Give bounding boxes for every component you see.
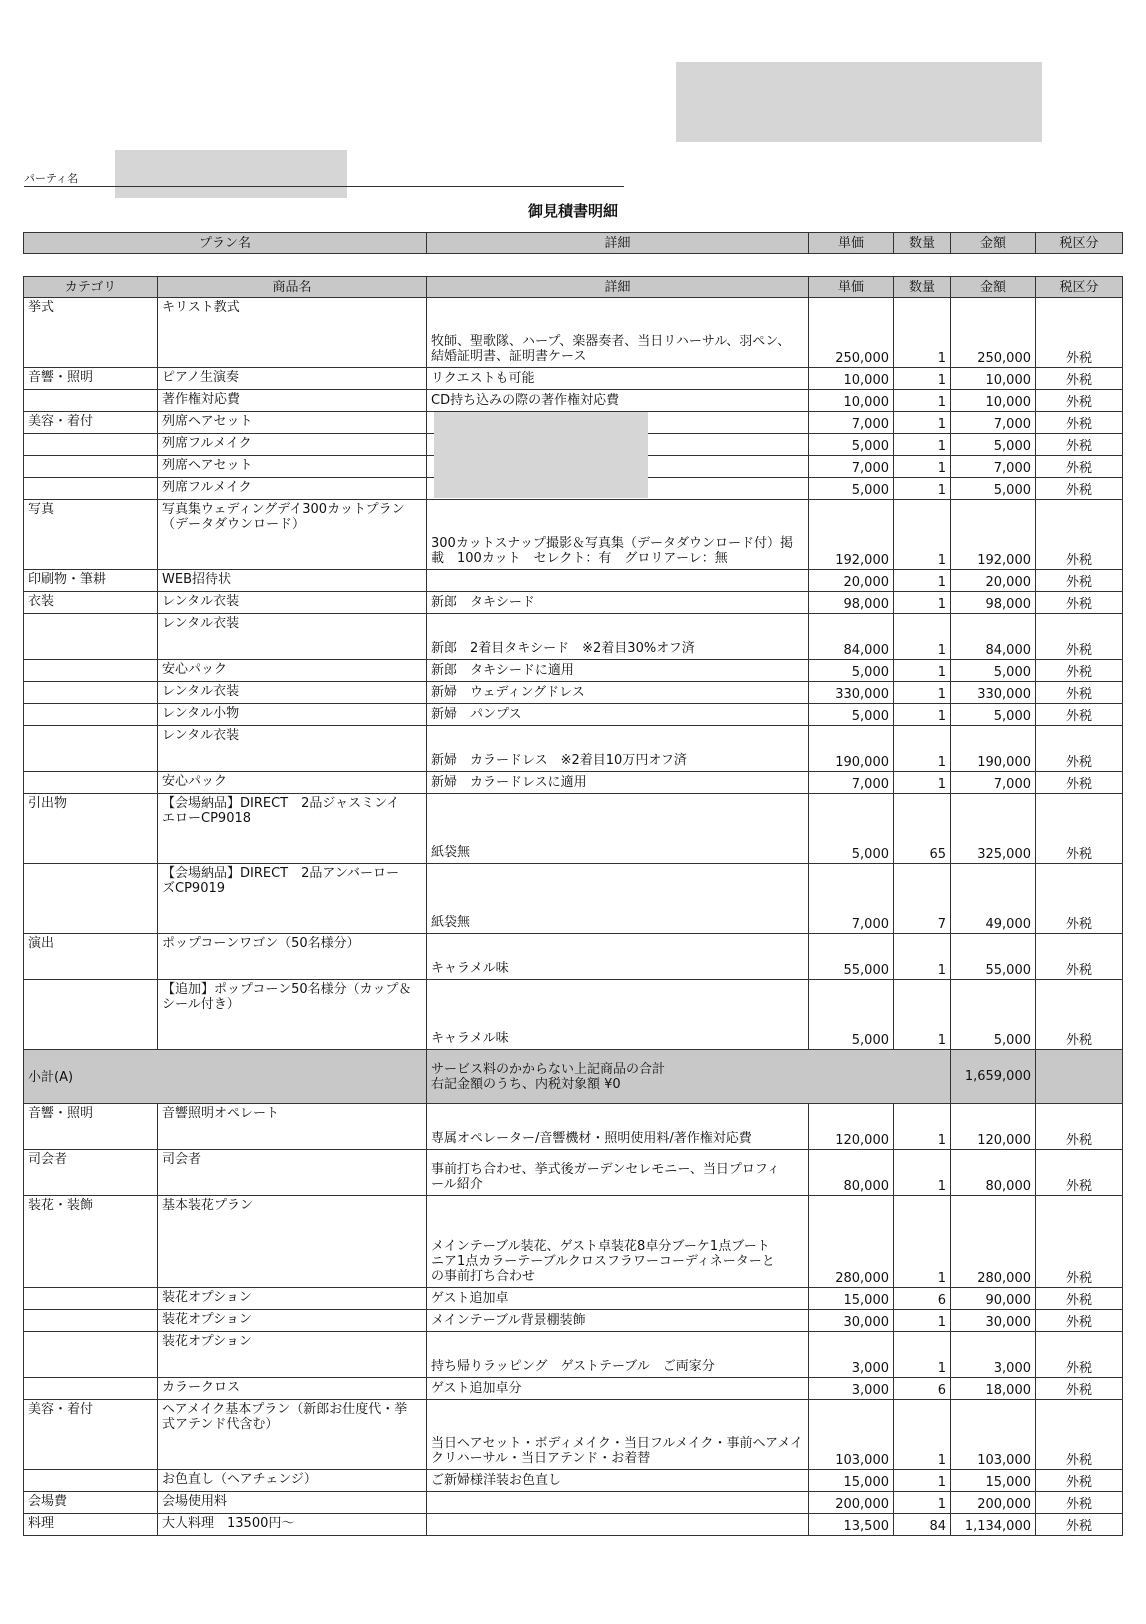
tax-type-cell: 外税 xyxy=(1036,1514,1123,1536)
table-row xyxy=(24,704,1123,726)
quantity-cell: 7 xyxy=(894,864,951,934)
item-name-cell: ポップコーンワゴン（50名様分） xyxy=(158,934,427,980)
quantity-cell: 1 xyxy=(894,412,951,434)
detail-cell: キャラメル味 xyxy=(427,980,809,1050)
tax-type-cell: 外税 xyxy=(1036,592,1123,614)
quantity-cell: 1 xyxy=(894,1400,951,1470)
item-name-cell: 写真集ウェディングデイ300カットプラン （データダウンロード） xyxy=(158,500,427,570)
category-cell xyxy=(24,660,158,682)
category-cell xyxy=(24,980,158,1050)
tax-type-cell: 外税 xyxy=(1036,456,1123,478)
unit-price-cell: 30,000 xyxy=(809,1310,894,1332)
item-name-cell: 音響照明オペレート xyxy=(158,1104,427,1150)
item-name-cell: レンタル衣装 xyxy=(158,682,427,704)
category-cell xyxy=(24,864,158,934)
category-cell xyxy=(24,1470,158,1492)
amount-cell: 7,000 xyxy=(951,456,1036,478)
tax-type-cell: 外税 xyxy=(1036,1332,1123,1378)
amount-cell: 3,000 xyxy=(951,1332,1036,1378)
table-row xyxy=(24,660,1123,682)
document-title: 御見積書明細 xyxy=(527,202,618,220)
category-cell: 料理 xyxy=(24,1514,158,1536)
quantity-cell: 1 xyxy=(894,980,951,1050)
tax-type-cell: 外税 xyxy=(1036,794,1123,864)
unit-price-cell: 15,000 xyxy=(809,1470,894,1492)
unit-price-cell: 192,000 xyxy=(809,500,894,570)
unit-price-cell: 5,000 xyxy=(809,980,894,1050)
quantity-cell: 1 xyxy=(894,1492,951,1514)
header-quantity: 数量 xyxy=(894,277,951,298)
redacted-party-name xyxy=(115,150,347,198)
unit-price-cell: 7,000 xyxy=(809,412,894,434)
table-row xyxy=(24,726,1123,772)
category-cell xyxy=(24,726,158,772)
tax-type-cell: 外税 xyxy=(1036,368,1123,390)
subtotal-row xyxy=(24,1050,1123,1104)
quantity-cell: 6 xyxy=(894,1378,951,1400)
unit-price-cell: 200,000 xyxy=(809,1492,894,1514)
amount-cell: 190,000 xyxy=(951,726,1036,772)
quantity-cell: 1 xyxy=(894,772,951,794)
amount-cell: 1,134,000 xyxy=(951,1514,1036,1536)
table-row xyxy=(24,1470,1123,1492)
category-cell xyxy=(24,614,158,660)
detail-cell: 牧師、聖歌隊、ハープ、楽器奏者、当日リハーサル、羽ペン、 結婚証明書、証明書ケース xyxy=(427,298,809,368)
quantity-cell: 1 xyxy=(894,1104,951,1150)
detail-cell xyxy=(427,1492,809,1514)
category-cell xyxy=(24,1310,158,1332)
quantity-cell: 1 xyxy=(894,660,951,682)
quantity-cell: 6 xyxy=(894,1288,951,1310)
tax-type-cell: 外税 xyxy=(1036,864,1123,934)
quantity-cell: 1 xyxy=(894,614,951,660)
amount-cell: 18,000 xyxy=(951,1378,1036,1400)
amount-cell: 30,000 xyxy=(951,1310,1036,1332)
category-cell xyxy=(24,456,158,478)
table-row xyxy=(24,368,1123,390)
category-cell xyxy=(24,478,158,500)
table-row xyxy=(24,934,1123,980)
table-row xyxy=(24,772,1123,794)
table-row xyxy=(24,1196,1123,1288)
amount-cell: 10,000 xyxy=(951,368,1036,390)
detail-cell: 新郎 2着目タキシード ※2着目30%オフ済 xyxy=(427,614,809,660)
detail-cell: 当日ヘアセット・ボディメイク・当日フルメイク・事前ヘアメイ クリハーサル・当日アテンド・お着替 xyxy=(427,1400,809,1470)
quantity-cell: 1 xyxy=(894,1332,951,1378)
amount-cell: 192,000 xyxy=(951,500,1036,570)
item-name-cell: 列席ヘアセット xyxy=(158,456,427,478)
unit-price-cell: 5,000 xyxy=(809,478,894,500)
amount-cell: 5,000 xyxy=(951,478,1036,500)
table-row xyxy=(24,570,1123,592)
table-row xyxy=(24,864,1123,934)
category-cell: 写真 xyxy=(24,500,158,570)
amount-cell: 90,000 xyxy=(951,1288,1036,1310)
item-rows-group-1 xyxy=(24,298,1123,1050)
quantity-cell: 1 xyxy=(894,368,951,390)
quantity-cell: 1 xyxy=(894,934,951,980)
subtotal-label: 小計(A) xyxy=(24,1050,427,1104)
detail-cell xyxy=(427,570,809,592)
plan-header-row xyxy=(24,233,1123,254)
unit-price-cell: 330,000 xyxy=(809,682,894,704)
header-unit-price: 単価 xyxy=(809,277,894,298)
header-item-name: 商品名 xyxy=(158,277,427,298)
item-name-cell: 【会場納品】DIRECT 2品アンバーロー ズCP9019 xyxy=(158,864,427,934)
tax-type-cell: 外税 xyxy=(1036,726,1123,772)
detail-cell: ゲスト追加卓分 xyxy=(427,1378,809,1400)
header-unit-price: 単価 xyxy=(809,233,894,254)
tax-type-cell: 外税 xyxy=(1036,434,1123,456)
item-name-cell: 【追加】ポップコーン50名様分（カップ＆ シール付き） xyxy=(158,980,427,1050)
amount-cell: 325,000 xyxy=(951,794,1036,864)
tax-type-cell: 外税 xyxy=(1036,1288,1123,1310)
detail-cell: キャラメル味 xyxy=(427,934,809,980)
tax-type-cell: 外税 xyxy=(1036,980,1123,1050)
quantity-cell: 1 xyxy=(894,726,951,772)
detail-cell: 紙袋無 xyxy=(427,864,809,934)
table-row xyxy=(24,1514,1123,1536)
detail-cell: ご新婦様洋装お色直し xyxy=(427,1470,809,1492)
unit-price-cell: 7,000 xyxy=(809,772,894,794)
amount-cell: 250,000 xyxy=(951,298,1036,368)
category-cell: 美容・着付 xyxy=(24,412,158,434)
tax-type-cell: 外税 xyxy=(1036,660,1123,682)
category-cell: 衣装 xyxy=(24,592,158,614)
detail-cell: 専属オペレーター/音響機材・照明使用料/著作権対応費 xyxy=(427,1104,809,1150)
detail-cell: 紙袋無 xyxy=(427,794,809,864)
amount-cell: 103,000 xyxy=(951,1400,1036,1470)
header-amount: 金額 xyxy=(951,233,1036,254)
item-name-cell: レンタル衣装 xyxy=(158,726,427,772)
unit-price-cell: 250,000 xyxy=(809,298,894,368)
tax-type-cell: 外税 xyxy=(1036,704,1123,726)
detail-cell: 新郎 タキシード xyxy=(427,592,809,614)
amount-cell: 7,000 xyxy=(951,412,1036,434)
detail-cell: 新郎 タキシードに適用 xyxy=(427,660,809,682)
quantity-cell: 1 xyxy=(894,1470,951,1492)
unit-price-cell: 10,000 xyxy=(809,390,894,412)
detail-cell: リクエストも可能 xyxy=(427,368,809,390)
amount-cell: 5,000 xyxy=(951,704,1036,726)
header-category: カテゴリ xyxy=(24,277,158,298)
unit-price-cell: 80,000 xyxy=(809,1150,894,1196)
tax-type-cell: 外税 xyxy=(1036,570,1123,592)
item-name-cell: ピアノ生演奏 xyxy=(158,368,427,390)
unit-price-cell: 5,000 xyxy=(809,794,894,864)
tax-type-cell: 外税 xyxy=(1036,298,1123,368)
quantity-cell: 1 xyxy=(894,478,951,500)
item-name-cell: 安心パック xyxy=(158,772,427,794)
table-row xyxy=(24,298,1123,368)
quantity-cell: 1 xyxy=(894,1310,951,1332)
tax-type-cell: 外税 xyxy=(1036,1150,1123,1196)
quantity-cell: 1 xyxy=(894,1150,951,1196)
detail-cell: 新婦 カラードレスに適用 xyxy=(427,772,809,794)
item-rows-group-2 xyxy=(24,1104,1123,1536)
category-cell: 装花・装飾 xyxy=(24,1196,158,1288)
tax-type-cell: 外税 xyxy=(1036,478,1123,500)
quantity-cell: 1 xyxy=(894,434,951,456)
item-name-cell: 装花オプション xyxy=(158,1310,427,1332)
amount-cell: 200,000 xyxy=(951,1492,1036,1514)
tax-type-cell: 外税 xyxy=(1036,614,1123,660)
table-row xyxy=(24,1492,1123,1514)
category-cell xyxy=(24,390,158,412)
table-row xyxy=(24,794,1123,864)
category-cell: 司会者 xyxy=(24,1150,158,1196)
unit-price-cell: 7,000 xyxy=(809,864,894,934)
item-name-cell: 列席フルメイク xyxy=(158,478,427,500)
detail-cell: ゲスト追加卓 xyxy=(427,1288,809,1310)
tax-type-cell: 外税 xyxy=(1036,682,1123,704)
detail-cell xyxy=(427,1514,809,1536)
item-name-cell: 司会者 xyxy=(158,1150,427,1196)
tax-type-cell: 外税 xyxy=(1036,772,1123,794)
item-name-cell: 装花オプション xyxy=(158,1288,427,1310)
item-name-cell: 【会場納品】DIRECT 2品ジャスミンイ エローCP9018 xyxy=(158,794,427,864)
subtotal-detail: サービス料のかからない上記商品の合計 右記金額のうち、内税対象額 ¥0 xyxy=(427,1050,951,1104)
quantity-cell: 1 xyxy=(894,390,951,412)
unit-price-cell: 5,000 xyxy=(809,660,894,682)
category-cell: 会場費 xyxy=(24,1492,158,1514)
party-name-underline xyxy=(24,186,624,187)
tax-type-cell: 外税 xyxy=(1036,934,1123,980)
amount-cell: 20,000 xyxy=(951,570,1036,592)
table-row xyxy=(24,1150,1123,1196)
category-cell: 引出物 xyxy=(24,794,158,864)
tax-type-cell: 外税 xyxy=(1036,1492,1123,1514)
table-row xyxy=(24,1288,1123,1310)
amount-cell: 80,000 xyxy=(951,1150,1036,1196)
header-tax-type: 税区分 xyxy=(1036,277,1123,298)
header-plan-name: プラン名 xyxy=(24,233,427,254)
tax-type-cell: 外税 xyxy=(1036,1310,1123,1332)
item-name-cell: カラークロス xyxy=(158,1378,427,1400)
item-name-cell: レンタル衣装 xyxy=(158,614,427,660)
header-quantity: 数量 xyxy=(894,233,951,254)
item-name-cell: 列席フルメイク xyxy=(158,434,427,456)
item-name-cell: ヘアメイク基本プラン（新郎お仕度代・挙 式アテンド代含む） xyxy=(158,1400,427,1470)
item-name-cell: お色直し（ヘアチェンジ） xyxy=(158,1470,427,1492)
unit-price-cell: 13,500 xyxy=(809,1514,894,1536)
table-row xyxy=(24,1104,1123,1150)
unit-price-cell: 103,000 xyxy=(809,1400,894,1470)
unit-price-cell: 20,000 xyxy=(809,570,894,592)
unit-price-cell: 55,000 xyxy=(809,934,894,980)
table-row xyxy=(24,1400,1123,1470)
table-row xyxy=(24,614,1123,660)
unit-price-cell: 10,000 xyxy=(809,368,894,390)
tax-type-cell: 外税 xyxy=(1036,1104,1123,1150)
item-name-cell: 基本装花プラン xyxy=(158,1196,427,1288)
plan-header-table xyxy=(23,232,1123,254)
quantity-cell: 1 xyxy=(894,456,951,478)
unit-price-cell: 7,000 xyxy=(809,456,894,478)
amount-cell: 7,000 xyxy=(951,772,1036,794)
item-name-cell: レンタル小物 xyxy=(158,704,427,726)
amount-cell: 5,000 xyxy=(951,434,1036,456)
item-name-cell: 大人料理 13500円～ xyxy=(158,1514,427,1536)
item-name-cell: 安心パック xyxy=(158,660,427,682)
detail-cell: 新婦 カラードレス ※2着目10万円オフ済 xyxy=(427,726,809,772)
redacted-header-block xyxy=(676,62,1042,142)
table-row xyxy=(24,500,1123,570)
quantity-cell: 1 xyxy=(894,298,951,368)
unit-price-cell: 5,000 xyxy=(809,434,894,456)
table-row xyxy=(24,682,1123,704)
table-row xyxy=(24,980,1123,1050)
category-cell xyxy=(24,682,158,704)
detail-cell: 新婦 パンプス xyxy=(427,704,809,726)
header-amount: 金額 xyxy=(951,277,1036,298)
tax-type-cell: 外税 xyxy=(1036,500,1123,570)
category-cell xyxy=(24,704,158,726)
item-name-cell: 会場使用料 xyxy=(158,1492,427,1514)
table-row xyxy=(24,1310,1123,1332)
tax-type-cell: 外税 xyxy=(1036,1400,1123,1470)
detail-cell: CD持ち込みの際の著作権対応費 xyxy=(427,390,809,412)
table-row xyxy=(24,390,1123,412)
quantity-cell: 65 xyxy=(894,794,951,864)
tax-type-cell: 外税 xyxy=(1036,390,1123,412)
detail-cell: メインテーブル装花、ゲスト卓装花8卓分ブーケ1点ブート ニア1点カラーテーブルクロスフラワーコーディネーターと の事前打ち合わせ xyxy=(427,1196,809,1288)
unit-price-cell: 3,000 xyxy=(809,1332,894,1378)
unit-price-cell: 84,000 xyxy=(809,614,894,660)
quantity-cell: 1 xyxy=(894,1196,951,1288)
category-cell: 音響・照明 xyxy=(24,1104,158,1150)
detail-cell: メインテーブル背景棚装飾 xyxy=(427,1310,809,1332)
tax-type-cell: 外税 xyxy=(1036,412,1123,434)
amount-cell: 84,000 xyxy=(951,614,1036,660)
amount-cell: 49,000 xyxy=(951,864,1036,934)
category-cell: 印刷物・筆耕 xyxy=(24,570,158,592)
unit-price-cell: 5,000 xyxy=(809,704,894,726)
table-row xyxy=(24,592,1123,614)
item-name-cell: 著作権対応費 xyxy=(158,390,427,412)
detail-cell: 事前打ち合わせ、挙式後ガーデンセレモニー、当日プロフィ ール紹介 xyxy=(427,1150,809,1196)
subtotal-amount: 1,659,000 xyxy=(951,1050,1036,1104)
detail-cell: 300カットスナップ撮影＆写真集（データダウンロード付）掲 載 100カット セレクト：有 グロリアーレ：無 xyxy=(427,500,809,570)
item-name-cell: 装花オプション xyxy=(158,1332,427,1378)
amount-cell: 15,000 xyxy=(951,1470,1036,1492)
tax-type-cell: 外税 xyxy=(1036,1378,1123,1400)
category-cell: 演出 xyxy=(24,934,158,980)
category-cell xyxy=(24,1332,158,1378)
item-name-cell: WEB招待状 xyxy=(158,570,427,592)
category-cell xyxy=(24,434,158,456)
category-cell xyxy=(24,772,158,794)
unit-price-cell: 190,000 xyxy=(809,726,894,772)
item-name-cell: 列席ヘアセット xyxy=(158,412,427,434)
quantity-cell: 1 xyxy=(894,500,951,570)
amount-cell: 5,000 xyxy=(951,980,1036,1050)
tax-type-cell: 外税 xyxy=(1036,1470,1123,1492)
category-cell: 挙式 xyxy=(24,298,158,368)
detail-cell: 持ち帰りラッピング ゲストテーブル ご両家分 xyxy=(427,1332,809,1378)
amount-cell: 330,000 xyxy=(951,682,1036,704)
redacted-detail-block xyxy=(434,412,648,498)
amount-cell: 120,000 xyxy=(951,1104,1036,1150)
quantity-cell: 1 xyxy=(894,704,951,726)
item-name-cell: レンタル衣装 xyxy=(158,592,427,614)
amount-cell: 98,000 xyxy=(951,592,1036,614)
table-header-row xyxy=(24,277,1123,298)
party-name-label: パーティ名 xyxy=(24,172,79,185)
subtotal-group xyxy=(24,1050,1123,1104)
amount-cell: 5,000 xyxy=(951,660,1036,682)
unit-price-cell: 15,000 xyxy=(809,1288,894,1310)
table-row xyxy=(24,1378,1123,1400)
header-detail: 詳細 xyxy=(427,233,809,254)
tax-type-cell: 外税 xyxy=(1036,1196,1123,1288)
quantity-cell: 1 xyxy=(894,570,951,592)
header-detail: 詳細 xyxy=(427,277,809,298)
unit-price-cell: 120,000 xyxy=(809,1104,894,1150)
subtotal-tax-cell xyxy=(1036,1050,1123,1104)
item-name-cell: キリスト教式 xyxy=(158,298,427,368)
category-cell: 音響・照明 xyxy=(24,368,158,390)
unit-price-cell: 3,000 xyxy=(809,1378,894,1400)
detail-cell: 新婦 ウェディングドレス xyxy=(427,682,809,704)
category-cell: 美容・着付 xyxy=(24,1400,158,1470)
unit-price-cell: 280,000 xyxy=(809,1196,894,1288)
amount-cell: 280,000 xyxy=(951,1196,1036,1288)
quantity-cell: 1 xyxy=(894,682,951,704)
amount-cell: 10,000 xyxy=(951,390,1036,412)
category-cell xyxy=(24,1288,158,1310)
category-cell xyxy=(24,1378,158,1400)
amount-cell: 55,000 xyxy=(951,934,1036,980)
table-row xyxy=(24,1332,1123,1378)
unit-price-cell: 98,000 xyxy=(809,592,894,614)
header-tax-type: 税区分 xyxy=(1036,233,1123,254)
quantity-cell: 1 xyxy=(894,592,951,614)
quantity-cell: 84 xyxy=(894,1514,951,1536)
